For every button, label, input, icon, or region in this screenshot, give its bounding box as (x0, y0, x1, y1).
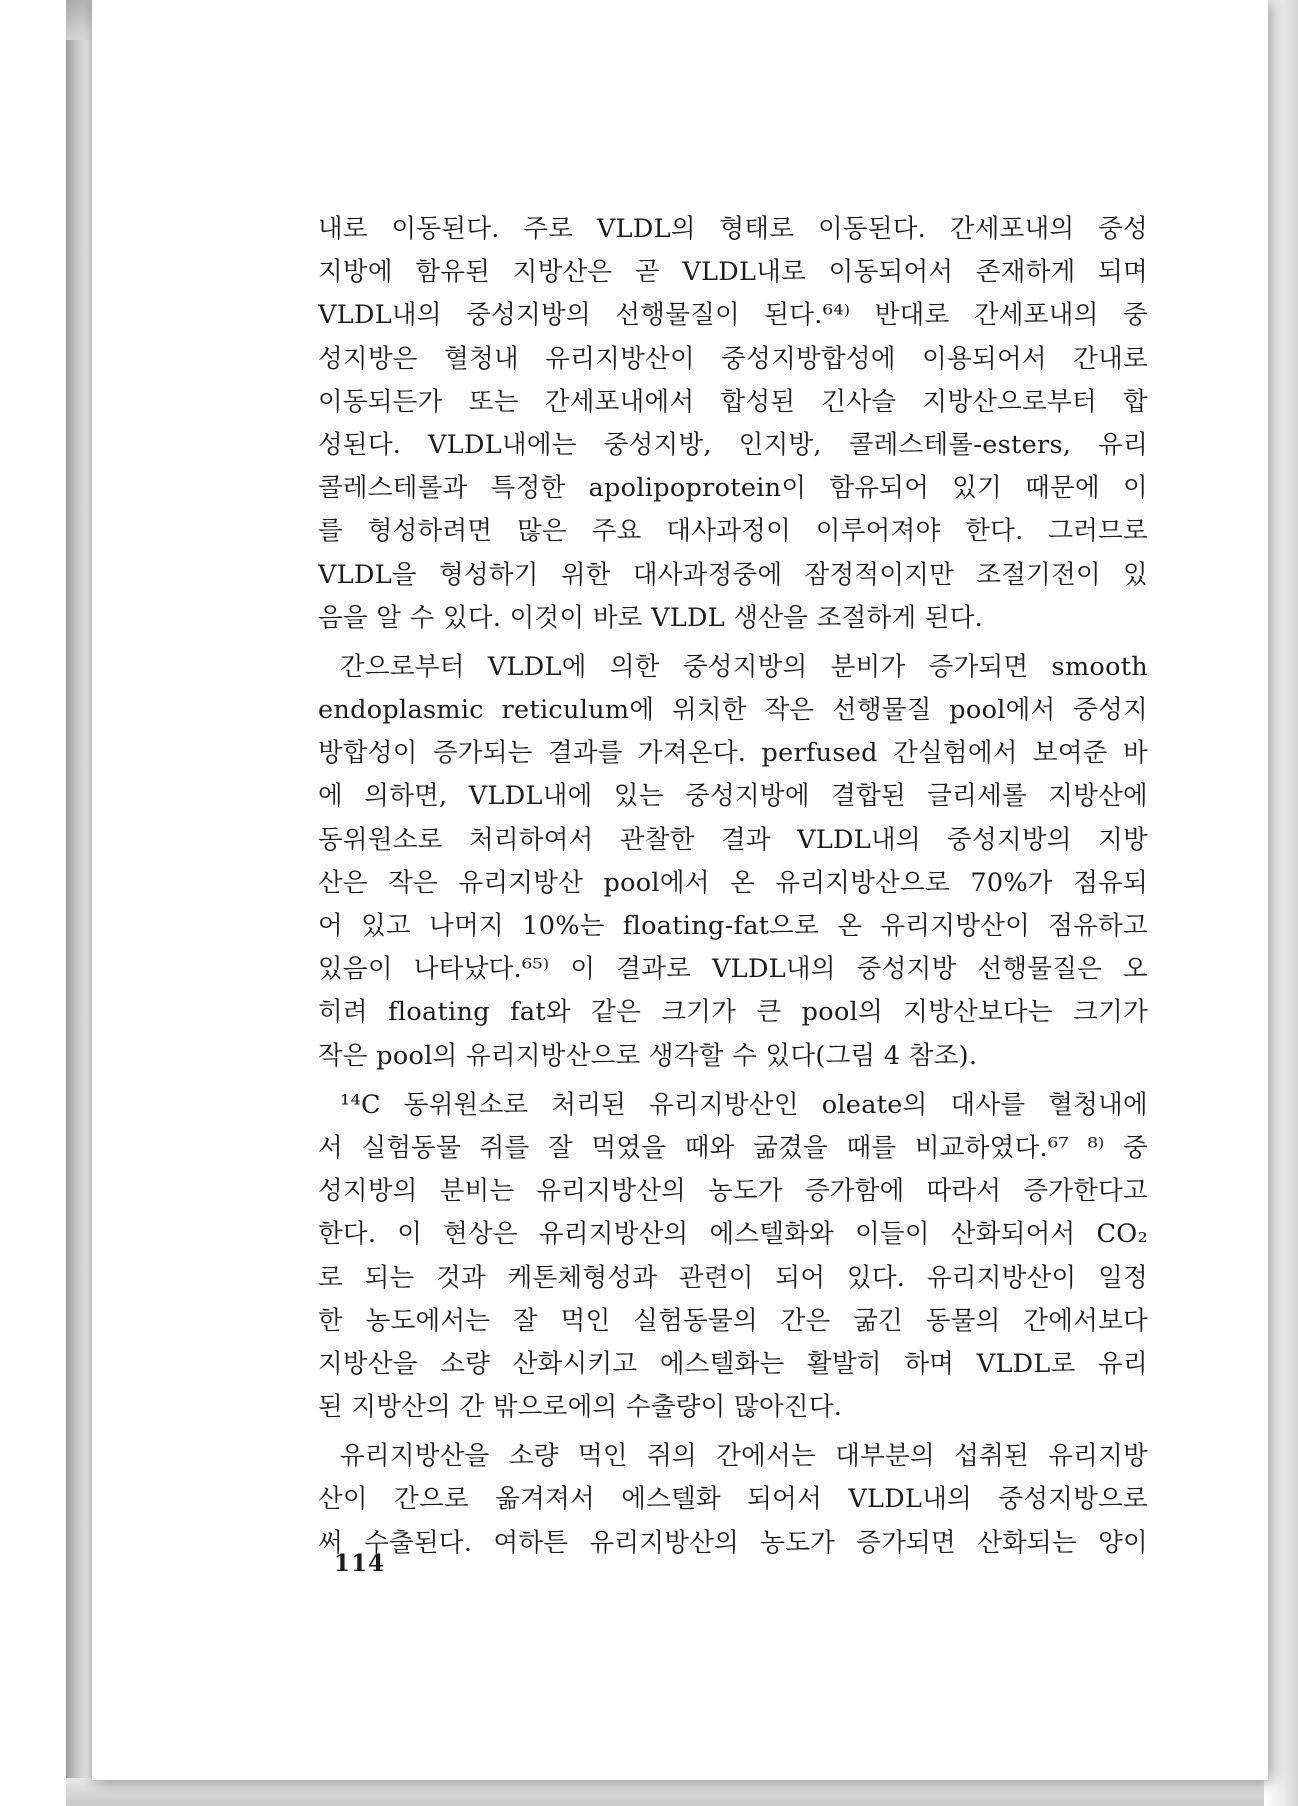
text-line: 한 농도에서는 잘 먹인 실험동물의 간은 굶긴 동물의 간에서보다 (318, 1305, 1148, 1336)
page-right-shadow (1264, 0, 1298, 1806)
text-line: 한다. 이 현상은 유리지방산의 에스텔화와 이들이 산화되어서 CO₂ (318, 1219, 1148, 1250)
text-line: 성지방의 분비는 유리지방산의 농도가 증가함에 따라서 증가한다고 (318, 1176, 1148, 1207)
text-line: 지방에 함유된 지방산은 곧 VLDL내로 이동되어서 존재하게 되며 (318, 257, 1148, 288)
text-line: 에 의하면, VLDL내에 있는 중성지방에 결합된 글리세롤 지방산에 (318, 781, 1148, 812)
text-line: 방합성이 증가되는 결과를 가져온다. perfused 간실험에서 보여준 바 (318, 738, 1148, 769)
book-spine-edge (66, 0, 94, 1806)
text-line: 유리지방산을 소량 먹인 쥐의 간에서는 대부분의 섭취된 유리지방 (340, 1441, 1148, 1472)
page-number: 114 (334, 1550, 386, 1577)
text-line: 성지방은 혈청내 유리지방산이 중성지방합성에 이용되어서 간내로 (318, 343, 1148, 374)
text-line: 콜레스테롤과 특정한 apolipoprotein이 함유되어 있기 때문에 이 (318, 473, 1148, 504)
text-line: 써 수출된다. 여하튼 유리지방산의 농도가 증가되면 산화되는 양이 (318, 1527, 1148, 1558)
text-line: 이동되든가 또는 간세포내에서 합성된 긴사슬 지방산으로부터 합 (318, 386, 1148, 417)
text-line: 동위원소로 처리하여서 관찰한 결과 VLDL내의 중성지방의 지방 (318, 824, 1148, 855)
text-line: 히려 floating fat와 같은 크기가 큰 pool의 지방산보다는 크기가 (318, 997, 1148, 1028)
text-line: 작은 pool의 유리지방산으로 생각할 수 있다(그림 4 참조). (318, 1040, 978, 1071)
text-line: 산이 간으로 옮겨져서 에스텔화 되어서 VLDL내의 중성지방으로 (318, 1484, 1148, 1515)
text-line: 성된다. VLDL내에는 중성지방, 인지방, 콜레스테롤-esters, 유리 (318, 429, 1148, 460)
text-line: 어 있고 나머지 10%는 floating-fat으로 온 유리지방산이 점유하고 (318, 911, 1148, 941)
text-line: 음을 알 수 있다. 이것이 바로 VLDL 생산을 조절하게 된다. (318, 602, 984, 633)
text-line: 있음이 나타났다.⁶⁵⁾ 이 결과로 VLDL내의 중성지방 선행물질은 오 (318, 954, 1148, 985)
text-line: 서 실험동물 쥐를 잘 먹였을 때와 굶겼을 때를 비교하였다.⁶⁷ ⁸⁾ 중 (318, 1132, 1148, 1163)
text-line: 간으로부터 VLDL에 의한 중성지방의 분비가 증가되면 smooth (340, 651, 1148, 682)
text-line: 를 형성하려면 많은 주요 대사과정이 이루어져야 한다. 그러므로 (318, 516, 1148, 547)
text-line: 내로 이동된다. 주로 VLDL의 형태로 이동된다. 간세포내의 중성 (318, 214, 1148, 244)
text-line: 로 되는 것과 케톤체형성과 관련이 되어 있다. 유리지방산이 일정 (318, 1262, 1148, 1293)
body-text (318, 208, 1148, 1565)
text-line: endoplasmic reticulum에 위치한 작은 선행물질 pool에서 중성지 (318, 695, 1148, 726)
text-line: VLDL내의 중성지방의 선행물질이 된다.⁶⁴⁾ 반대로 간세포내의 중 (318, 300, 1148, 331)
text-line: 된 지방산의 간 밖으로에의 수출량이 많아진다. (318, 1392, 843, 1423)
text-line: 지방산을 소량 산화시키고 에스텔화는 활발히 하며 VLDL로 유리 (318, 1348, 1148, 1379)
text-line: VLDL을 형성하기 위한 대사과정중에 잠정적이지만 조절기전이 있 (318, 559, 1148, 590)
book-bottom-edge (66, 1778, 1298, 1806)
text-line: ¹⁴C 동위원소로 처리된 유리지방산인 oleate의 대사를 혈청내에 (340, 1089, 1148, 1120)
text-line: 산은 작은 유리지방산 pool에서 온 유리지방산으로 70%가 점유되 (318, 867, 1148, 898)
